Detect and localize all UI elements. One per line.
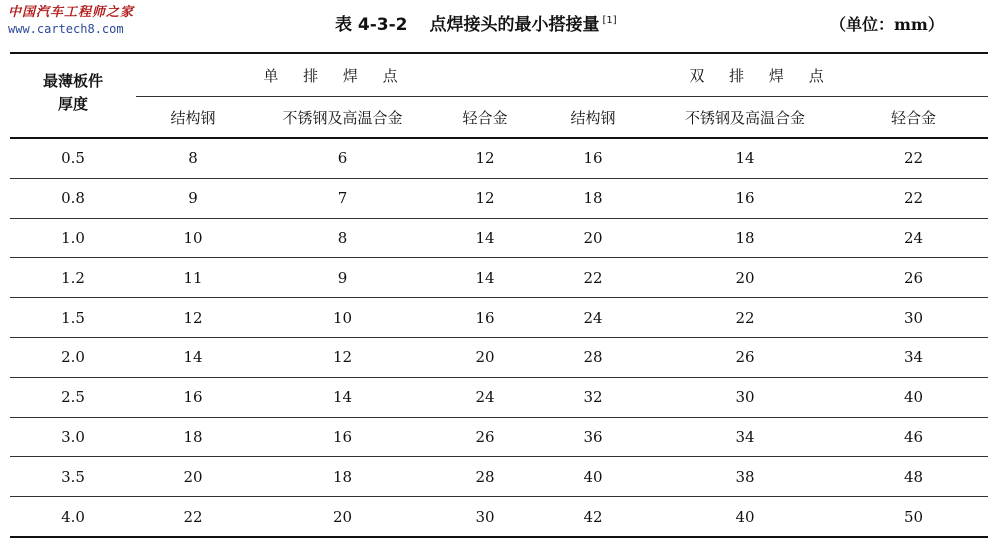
overlap-value: 7 [337,189,348,208]
header-row-materials [10,97,988,139]
overlap-value: 22 [904,189,924,208]
overlap-value: 16 [332,427,353,446]
overlap-value-cell [250,337,435,377]
overlap-value-cell [535,497,651,537]
overlap-value: 38 [735,467,755,486]
overlap-value-cell [435,497,535,537]
sub-header-label: 结构钢 [170,108,216,127]
overlap-value: 32 [583,388,603,407]
overlap-value: 20 [475,348,495,367]
table-row [10,178,988,218]
thickness-value: 4.0 [61,507,85,526]
overlap-value-cell [250,497,435,537]
overlap-value: 26 [475,427,495,446]
watermark [8,6,134,35]
thickness-cell [10,457,136,497]
thickness-value: 2.5 [61,388,85,407]
overlap-value: 22 [735,308,755,327]
thickness-cell [10,417,136,457]
overlap-value-cell [435,218,535,258]
overlap-value-cell [250,417,435,457]
table-row [10,218,988,258]
overlap-value: 26 [904,268,924,287]
overlap-value-cell [535,178,651,218]
overlap-value-cell [136,258,250,298]
overlap-value: 8 [337,228,348,247]
overlap-value-cell [535,337,651,377]
thickness-value: 1.0 [61,228,85,247]
table-row [10,417,988,457]
overlap-value-cell [136,457,250,497]
sub-header [535,97,651,139]
overlap-value-cell [435,258,535,298]
overlap-value: 12 [475,149,495,168]
thickness-value: 0.5 [61,149,85,168]
overlap-value: 16 [475,308,495,327]
overlap-value: 18 [183,427,203,446]
overlap-value-cell [651,417,839,457]
overlap-value: 16 [583,149,603,168]
table-caption [335,10,617,35]
sub-header-label: 不锈钢及高温合金 [685,108,806,127]
overlap-value-cell [839,457,988,497]
overlap-value: 10 [183,228,203,247]
sub-header [839,97,988,139]
overlap-value-cell [839,298,988,338]
thickness-header-line1: 最薄板件 [42,72,103,90]
thickness-cell [10,258,136,298]
overlap-value-cell [651,457,839,497]
overlap-value-cell [136,337,250,377]
thickness-header [10,53,136,138]
overlap-value: 24 [583,308,603,327]
overlap-value: 40 [583,467,603,486]
overlap-value: 30 [475,507,495,526]
overlap-value-cell [435,377,535,417]
table-row [10,138,988,178]
overlap-value-cell [839,497,988,537]
overlap-value-cell [651,178,839,218]
overlap-value: 16 [735,189,755,208]
overlap-value: 48 [904,467,924,486]
thickness-value: 2.0 [61,348,85,367]
overlap-value: 40 [735,507,755,526]
overlap-value-cell [136,497,250,537]
overlap-value-cell [839,258,988,298]
thickness-cell [10,377,136,417]
overlap-value-cell [136,218,250,258]
overlap-value: 14 [735,149,755,168]
table-number: 表 4-3-2 [335,15,408,35]
overlap-value-cell [651,337,839,377]
overlap-value-cell [651,497,839,537]
overlap-value: 8 [188,149,198,168]
overlap-value-cell [435,417,535,457]
overlap-value-cell [136,298,250,338]
overlap-value-cell [535,218,651,258]
table-row [10,377,988,417]
overlap-value: 18 [332,467,353,486]
thickness-value: 3.5 [61,467,85,486]
overlap-value: 11 [183,268,203,287]
thickness-cell [10,218,136,258]
overlap-value: 42 [583,507,603,526]
thickness-value: 0.8 [61,189,85,208]
unit-label: （单位：mm） [830,15,944,34]
overlap-value-cell [651,218,839,258]
overlap-value-cell [839,417,988,457]
overlap-value: 16 [183,388,203,407]
thickness-header-line2: 厚度 [57,94,88,113]
overlap-value: 22 [183,507,203,526]
sub-header-label: 不锈钢及高温合金 [282,108,403,127]
overlap-value-cell [651,258,839,298]
overlap-value: 12 [183,308,203,327]
overlap-value: 12 [475,189,495,208]
reference-marker: [1] [602,15,617,27]
sub-header-label: 轻合金 [891,108,937,127]
sub-header-label: 轻合金 [462,108,508,127]
overlap-value: 9 [337,268,348,287]
overlap-value: 10 [332,308,353,327]
overlap-value: 30 [904,308,924,327]
overlap-value-cell [136,178,250,218]
overlap-value: 28 [475,467,495,486]
overlap-value: 20 [583,228,603,247]
overlap-value-cell [535,298,651,338]
overlap-value-cell [535,258,651,298]
group-single-row [136,53,535,97]
group-double-row [535,53,988,97]
table-row [10,298,988,338]
table-title: 点焊接头的最小搭接量 [429,15,600,35]
overlap-value-cell [250,298,435,338]
overlap-value-cell [435,298,535,338]
overlap-value: 34 [735,427,755,446]
overlap-value: 50 [904,507,924,526]
overlap-value: 22 [904,149,924,168]
overlap-value: 18 [735,228,755,247]
overlap-value-cell [250,178,435,218]
group-single-row-label: 单 排 焊 点 [263,66,408,85]
overlap-value-cell [250,138,435,178]
overlap-value: 14 [183,348,203,367]
overlap-value-cell [136,377,250,417]
overlap-value-cell [250,258,435,298]
overlap-value-cell [250,457,435,497]
thickness-value: 1.2 [61,268,85,287]
overlap-value-cell [535,417,651,457]
overlap-value: 14 [475,268,495,287]
group-double-row-label: 双 排 焊 点 [689,66,834,85]
overlap-value-cell [839,377,988,417]
overlap-value: 40 [904,388,924,407]
thickness-cell [10,497,136,537]
overlap-value: 14 [332,388,353,407]
overlap-value: 6 [337,149,348,168]
sub-header [136,97,250,139]
overlap-value-cell [535,457,651,497]
overlap-value: 24 [904,228,924,247]
overlap-value-cell [651,138,839,178]
overlap-value-cell [136,417,250,457]
overlap-value: 20 [332,507,353,526]
overlap-value: 9 [188,189,198,208]
thickness-cell [10,298,136,338]
overlap-value: 20 [183,467,203,486]
overlap-value: 46 [904,427,924,446]
overlap-value: 12 [332,348,353,367]
overlap-value: 24 [475,388,495,407]
thickness-value: 1.5 [61,308,85,327]
overlap-value: 26 [735,348,755,367]
thickness-value: 3.0 [61,427,85,446]
overlap-value-cell [839,138,988,178]
thickness-cell [10,178,136,218]
thickness-cell [10,337,136,377]
sub-header [250,97,435,139]
overlap-table [10,52,988,538]
overlap-value-cell [136,138,250,178]
sub-header [435,97,535,139]
overlap-value-cell [535,377,651,417]
overlap-value-cell [651,298,839,338]
overlap-value-cell [435,138,535,178]
overlap-value-cell [435,457,535,497]
thickness-cell [10,138,136,178]
sub-header [651,97,839,139]
overlap-value-cell [839,337,988,377]
header-row-groups [10,53,988,97]
overlap-value: 20 [735,268,755,287]
overlap-value: 34 [904,348,924,367]
overlap-value-cell [535,138,651,178]
overlap-value-cell [435,178,535,218]
overlap-value: 36 [583,427,603,446]
table-row [10,337,988,377]
overlap-value: 30 [735,388,755,407]
overlap-value-cell [250,218,435,258]
table-row [10,258,988,298]
table-row [10,497,988,537]
overlap-value-cell [435,337,535,377]
overlap-value-cell [651,377,839,417]
overlap-value: 14 [475,228,495,247]
overlap-value: 18 [583,189,603,208]
watermark-url: www.cartech8.com [8,22,124,36]
table-row [10,457,988,497]
overlap-value: 28 [583,348,603,367]
overlap-value: 22 [583,268,603,287]
overlap-value-cell [839,178,988,218]
sub-header-label: 结构钢 [570,108,616,127]
overlap-value-cell [250,377,435,417]
overlap-value-cell [839,218,988,258]
watermark-site-name: 中国汽车工程师之家 [8,5,135,20]
